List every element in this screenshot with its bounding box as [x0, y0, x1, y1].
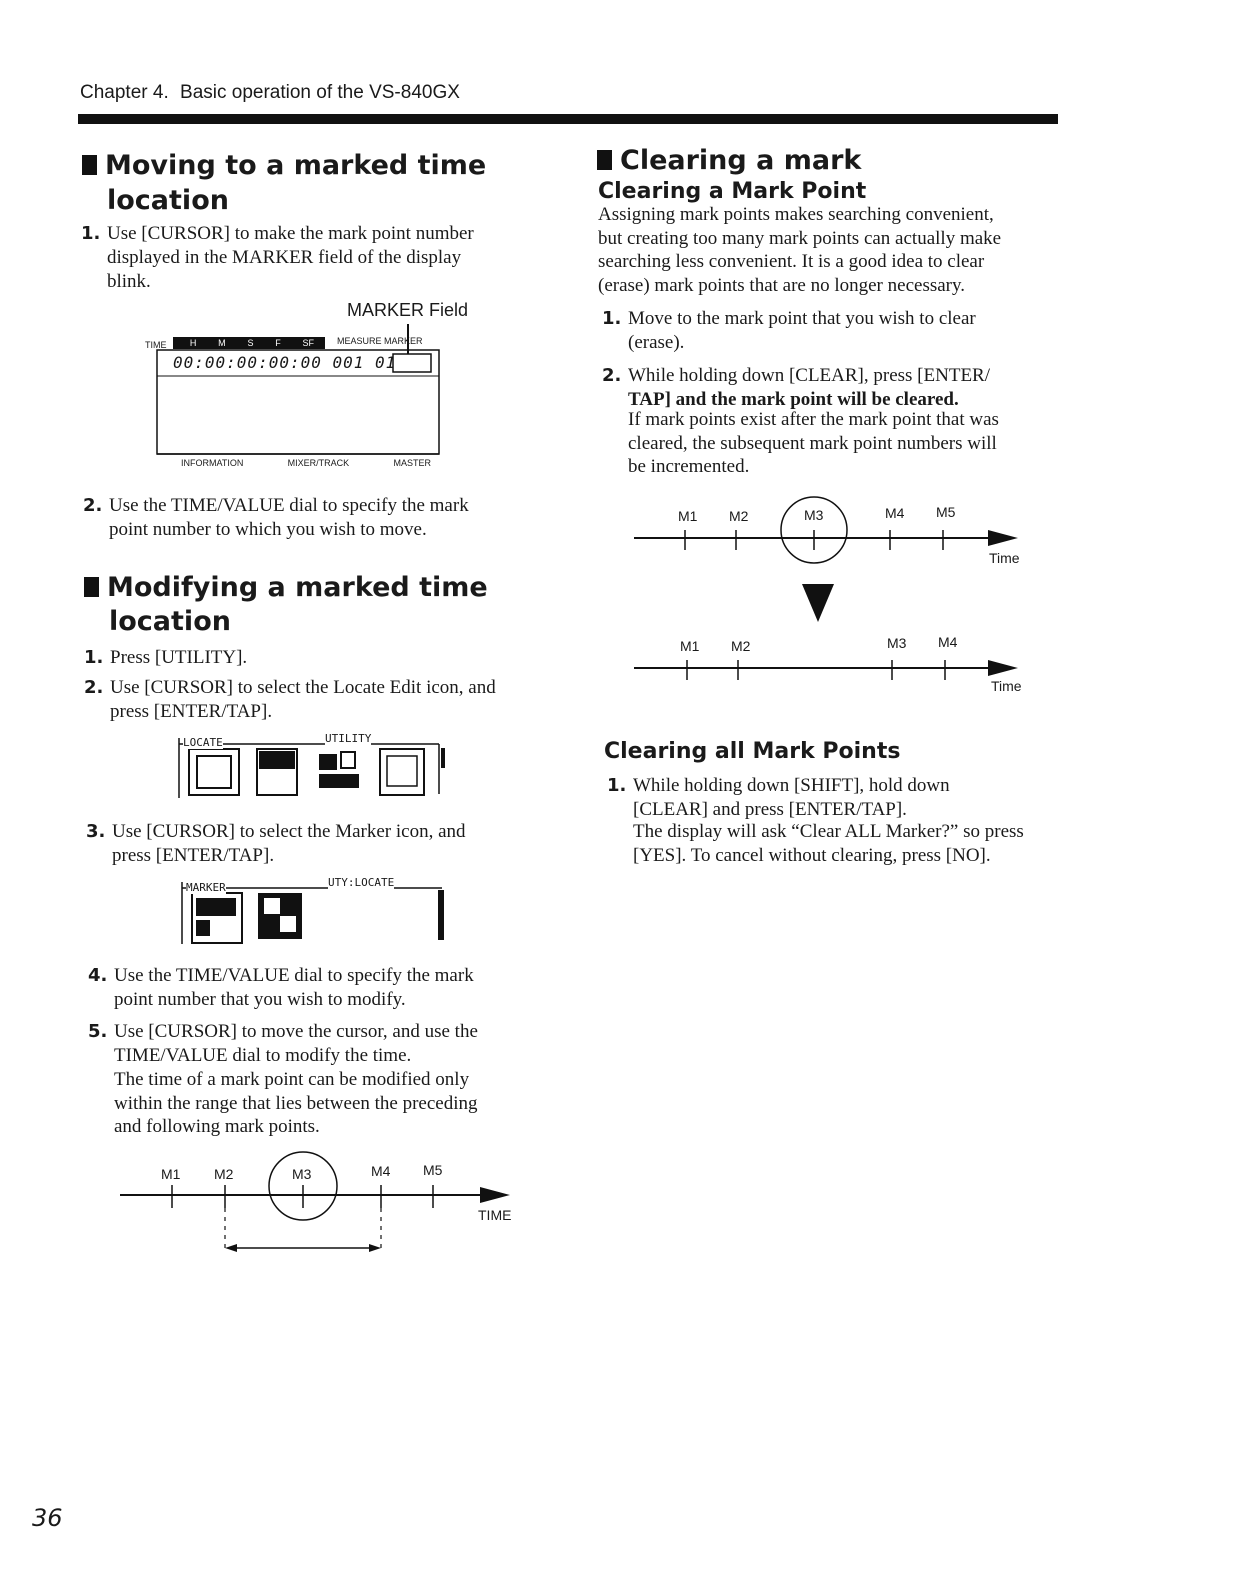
lcd-measure-marker-labels: MEASURE MARKER [337, 336, 423, 346]
chapter-label: Chapter 4. [80, 82, 169, 103]
clear-after-label-m4: M4 [938, 634, 958, 650]
marker-field-label: MARKER Field [347, 300, 469, 320]
moving-step-2: 2. Use the TIME/VALUE dial to specify the mark point number to which you wish to move. [83, 495, 469, 540]
clearing-step-2: 2. While holding down [CLEAR], press [ENTER/ TAP] and the mark point will be cleared. [602, 365, 991, 410]
clear-before-label-m2: M2 [729, 508, 749, 524]
clear-timeline-before-svg [630, 494, 1050, 574]
subsection-clearing-point: Clearing a Mark Point [598, 179, 867, 204]
running-header [80, 82, 460, 104]
modifying-step-2: 2. Use [CURSOR] to select the Locate Edit icon, and press [ENTER/TAP]. [84, 677, 496, 722]
clear-before-label-m1: M1 [678, 508, 698, 524]
clearing-step-1: 1. Move to the mark point that you wish to clear (erase). [602, 308, 976, 353]
modify-timeline-diagram [115, 1150, 535, 1260]
marker-screen-figure [180, 876, 450, 946]
clear-before-axis-label: Time [989, 550, 1020, 566]
clear-before-label-m3: M3 [804, 507, 824, 523]
modifying-step-4: 4. Use the TIME/VALUE dial to specify the mark point number that you wish to modify. [88, 965, 474, 1010]
clear-after-axis-label: Time [991, 678, 1022, 694]
marker-screen-left-title: MARKER [186, 881, 226, 894]
section-title-moving-line2: location [107, 185, 229, 216]
modifying-step-5: 5. Use [CURSOR] to move the cursor, and use the TIME/VALUE dial to modify the time. [88, 1021, 478, 1066]
bullet-square-icon [84, 577, 99, 597]
clearing-all-step-1: 1. While holding down [SHIFT], hold down [CLEAR] and press [ENTER/TAP]. [607, 775, 950, 820]
marker-screen-right-title: UTY:LOCATE [328, 876, 395, 889]
modifying-step-5-body: The time of a mark point can be modified only within the range that lies between the preceding and following mark points. [114, 1069, 478, 1137]
lcd-time-label: TIME [145, 340, 167, 350]
lcd-display-figure [143, 324, 443, 474]
clear-after-label-m2: M2 [731, 638, 751, 654]
down-arrow-icon [800, 582, 836, 629]
lcd-time-fields: H M S F SF [189, 338, 315, 348]
clear-after-label-m3: M3 [887, 635, 907, 651]
utility-screen-right-title: UTILITY [325, 732, 372, 745]
chapter-title: Basic operation of the VS-840GX [180, 82, 460, 103]
page-number: 36 [32, 1504, 63, 1532]
bullet-square-icon [82, 155, 97, 175]
utility-screen-left-title: LOCATE [183, 736, 223, 749]
clear-timeline-after [630, 626, 1050, 706]
modify-label-m1: M1 [161, 1166, 181, 1182]
lcd-bottom-labels: INFORMATION MIXER/TRACK MASTER [181, 458, 431, 468]
clearing-step-2-body: If mark points exist after the mark point that was cleared, the subsequent mark point numbers will be incremented. [628, 409, 999, 477]
modify-label-m3: M3 [292, 1166, 312, 1182]
moving-step-1: 1. Use [CURSOR] to make the mark point number displayed in the MARKER field of the display blink. [81, 223, 474, 292]
modify-label-m5: M5 [423, 1162, 443, 1178]
lcd-digits: 00:00:00:00:00 001 01 [173, 353, 397, 372]
clear-after-label-m1: M1 [680, 638, 700, 654]
clearing-all-step-1-body: The display will ask “Clear ALL Marker?” so press [YES]. To cancel without clearing, press [NO]. [633, 821, 1024, 866]
section-title-modifying-line2: location [109, 606, 231, 637]
modify-axis-label: TIME [478, 1207, 512, 1223]
header-rule [78, 114, 1058, 124]
section-title-clearing: Clearing a mark [597, 143, 861, 178]
bullet-square-icon [597, 150, 612, 170]
utility-screen-figure [177, 732, 447, 800]
section-title-moving: Moving to a marked time [82, 148, 486, 183]
modify-label-m4: M4 [371, 1163, 391, 1179]
clear-timeline-before [630, 494, 1050, 574]
clearing-intro: Assigning mark points makes searching convenient, but creating too many mark points can actually make searching less convenient. It is a good idea to clear (erase) mark points that are no longer necessary. [598, 204, 1002, 296]
clear-before-label-m4: M4 [885, 505, 905, 521]
clear-before-label-m5: M5 [936, 504, 956, 520]
modifying-step-3: 3. Use [CURSOR] to select the Marker icon, and press [ENTER/TAP]. [86, 821, 466, 866]
modify-label-m2: M2 [214, 1166, 234, 1182]
subsection-clearing-all: Clearing all Mark Points [604, 739, 901, 764]
modifying-step-1: 1. Press [UTILITY]. [84, 647, 248, 668]
section-title-modifying: Modifying a marked time [84, 570, 488, 605]
